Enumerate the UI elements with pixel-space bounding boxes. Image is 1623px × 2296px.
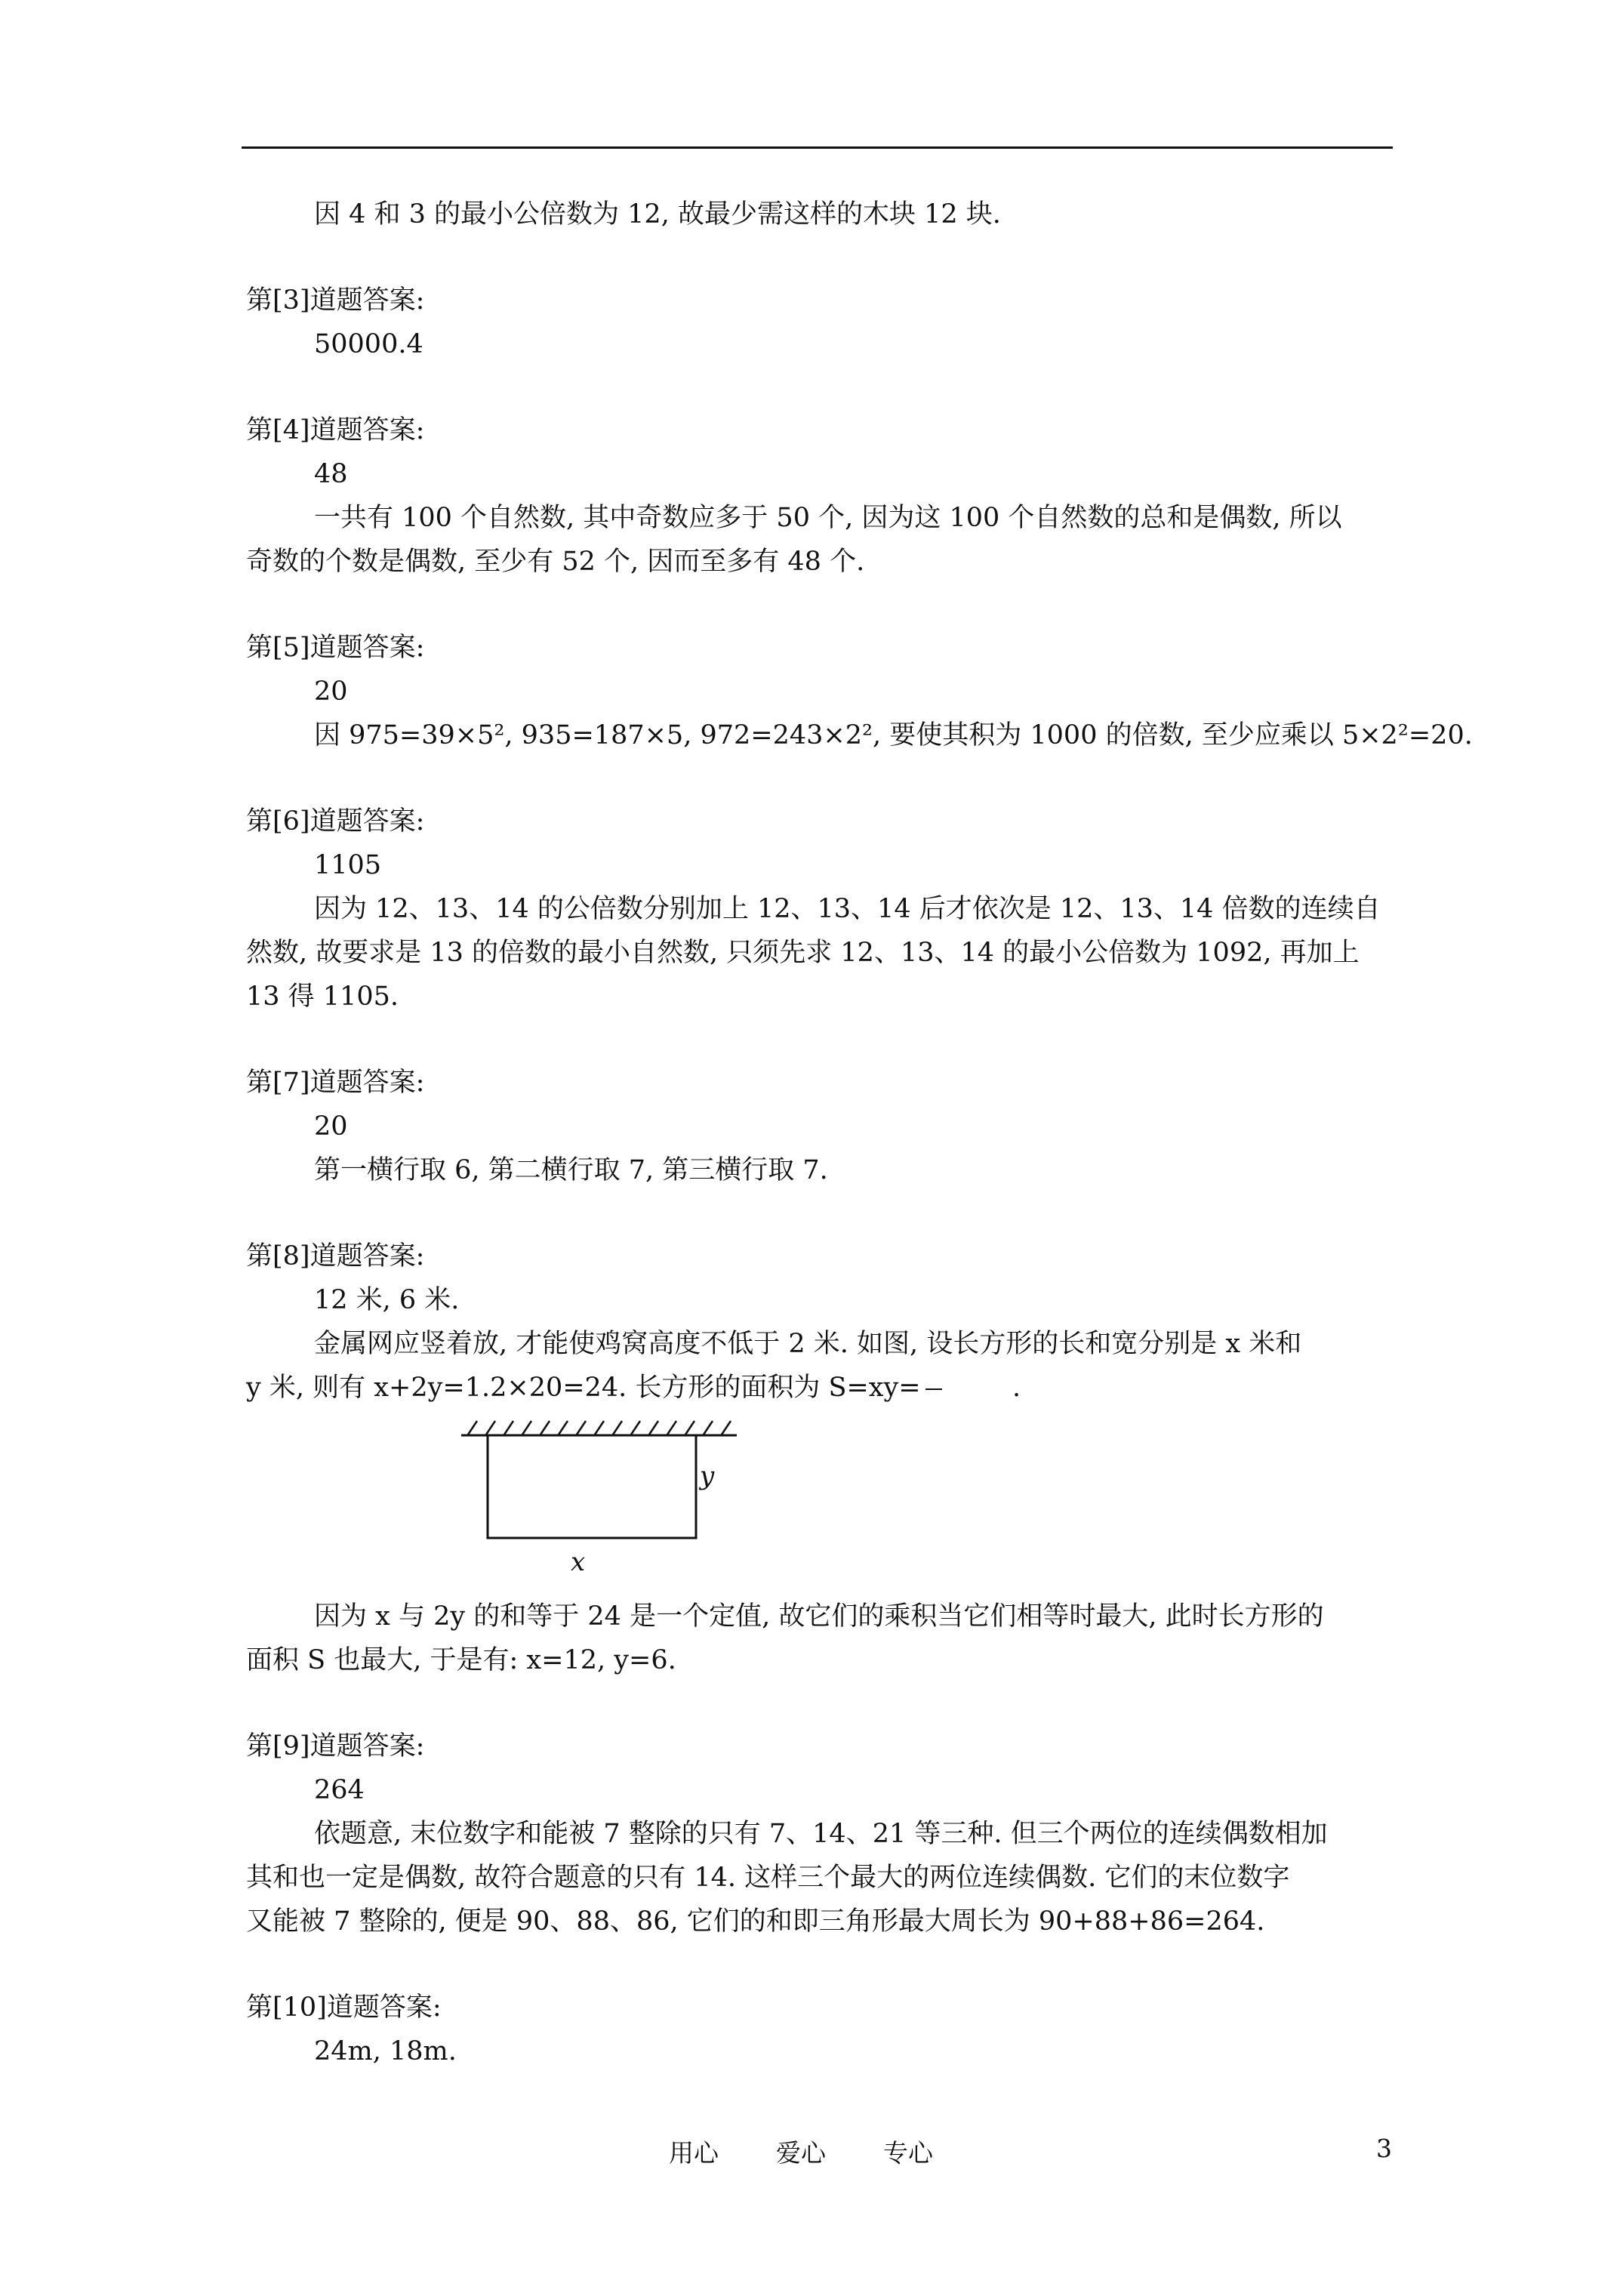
paragraph-line: 因 975=39×5², 935=187×5, 972=243×2², 要使其积为 1000 的倍数, 至少应乘以 5×2²=20.	[314, 720, 1473, 750]
answer-value-3: 50000.4	[314, 329, 423, 359]
paragraph-line: 因为 x 与 2y 的和等于 24 是一个定值, 故它们的乘积当它们相等时最大, 此时长方形的	[314, 1601, 1324, 1632]
paragraph-line: 因为 12、13、14 的公倍数分别加上 12、13、14 后才依次是 12、13、14 倍数的连续自	[314, 894, 1381, 924]
motto-word: 爱心	[776, 2138, 826, 2168]
answer-value-9: 264	[314, 1775, 365, 1805]
answer-heading-6: 第[6]道题答案:	[246, 806, 425, 837]
page-body	[246, 193, 1473, 2073]
fraction-bar	[925, 1388, 942, 1390]
paragraph-line: 面积 S 也最大, 于是有: x=12, y=6.	[246, 1645, 676, 1675]
paragraph-line: 其和也一定是偶数, 故符合题意的只有 14. 这样三个最大的两位连续偶数. 它们的末位数字	[246, 1863, 1290, 1893]
answer-heading-4: 第[4]道题答案:	[246, 415, 425, 445]
label-y: y	[700, 1461, 715, 1491]
paragraph-line: 第一横行取 6, 第二横行取 7, 第三横行取 7.	[314, 1155, 828, 1185]
paragraph-line: 然数, 故要求是 13 的倍数的最小自然数, 只须先求 12、13、14 的最小公倍数为 1092, 再加上	[246, 938, 1360, 968]
paragraph-line: 一共有 100 个自然数, 其中奇数应多于 50 个, 因为这 100 个自然数的总和是偶数, 所以	[314, 503, 1342, 533]
rectangle-figure	[246, 1414, 1394, 1592]
page-number: 3	[1376, 2134, 1392, 2163]
answer-heading-9: 第[9]道题答案:	[246, 1731, 425, 1761]
answer-value-8: 12 米, 6 米.	[314, 1285, 460, 1315]
answer-value-7: 20	[314, 1111, 348, 1142]
footer-motto	[669, 2134, 990, 2169]
answer-heading-10: 第[10]道题答案:	[246, 1992, 442, 2023]
paragraph-line: 13 得 1105.	[246, 982, 399, 1012]
answer-heading-5: 第[5]道题答案:	[246, 633, 425, 663]
answer-heading-7: 第[7]道题答案:	[246, 1068, 425, 1098]
equation-text: y 米, 则有 x+2y=1.2×20=24. 长方形的面积为 S=xy=	[246, 1373, 921, 1403]
paragraph-line: 又能被 7 整除的, 便是 90、88、86, 它们的和即三角形最大周长为 90+88+86=264.	[246, 1906, 1265, 1937]
equation-end-dot: .	[1012, 1373, 1021, 1403]
answer-heading-3: 第[3]道题答案:	[246, 285, 425, 316]
paragraph-line: 因 4 和 3 的最小公倍数为 12, 故最少需这样的木块 12 块.	[314, 199, 1001, 230]
header-rule	[242, 146, 1393, 149]
answer-heading-8: 第[8]道题答案:	[246, 1241, 425, 1271]
paragraph-line: 金属网应竖着放, 才能使鸡窝高度不低于 2 米. 如图, 设长方形的长和宽分别是 x 米和	[314, 1329, 1302, 1359]
paragraph-line: 依题意, 末位数字和能被 7 整除的只有 7、14、21 等三种. 但三个两位的连续偶数相加	[314, 1819, 1328, 1849]
motto-word: 用心	[669, 2138, 719, 2168]
motto-word: 专心	[883, 2138, 933, 2168]
answer-value-6: 1105	[314, 850, 382, 880]
paragraph-line: 奇数的个数是偶数, 至少有 52 个, 因而至多有 48 个.	[246, 547, 865, 577]
answer-value-4: 48	[314, 459, 348, 489]
equation-line	[246, 1366, 1394, 1410]
answer-value-5: 20	[314, 676, 348, 707]
label-x: x	[571, 1547, 586, 1577]
answer-value-10: 24m, 18m.	[314, 2036, 457, 2066]
